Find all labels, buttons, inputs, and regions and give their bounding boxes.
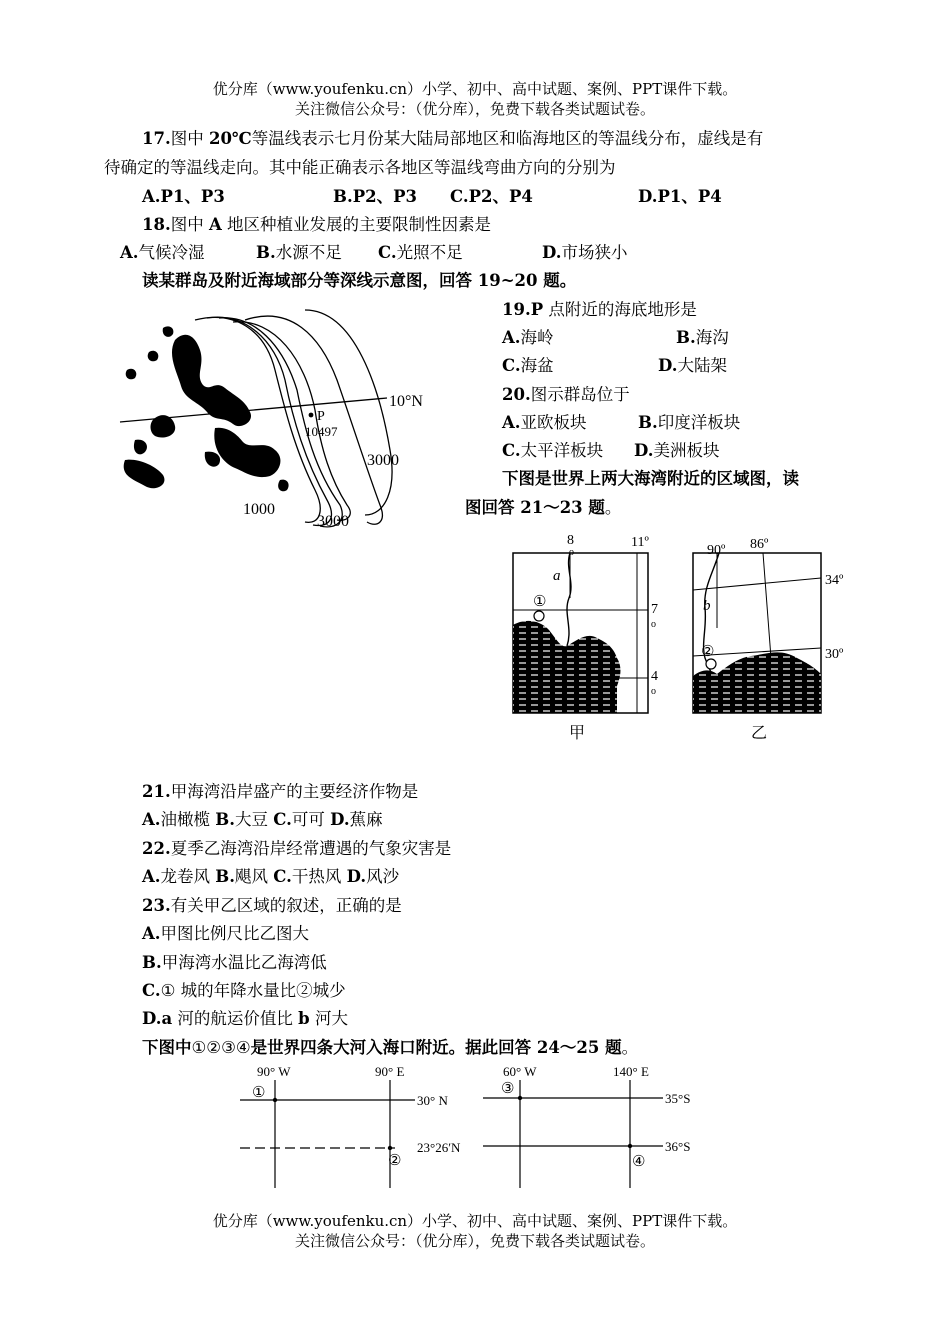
question-number: 21. [142, 782, 171, 801]
option-letter: D.a [142, 1009, 173, 1028]
lat-label: 7 [651, 602, 658, 617]
option-text: 甲海湾水温比乙海湾低 [161, 953, 327, 972]
point-1-label: ① [252, 1085, 266, 1101]
island [134, 440, 147, 455]
map-jia-sea [513, 621, 620, 713]
island [126, 369, 137, 380]
option-letter: B. [142, 953, 162, 972]
q20-option-a [502, 412, 587, 434]
lat-label: 34º [825, 573, 844, 588]
island [172, 335, 251, 426]
question-text: 点附近的海底地形是 [543, 300, 697, 319]
option-text: 水源不足 [275, 243, 342, 262]
option-letter: B. [215, 867, 235, 886]
lat-label: 4 [651, 669, 658, 684]
option-text: 飓风 [235, 867, 274, 886]
question-number: 17. [142, 129, 171, 148]
option-text: 市场狭小 [561, 243, 628, 262]
point-marker [628, 1144, 632, 1148]
footer-line-1: 优分库（www.youfenku.cn）小学、初中、高中试题、案例、PPT课件下载。 [212, 1212, 738, 1230]
q19-option-d [658, 355, 727, 377]
q22-options [142, 866, 399, 888]
point-marker [518, 1096, 522, 1100]
q19-option-a [502, 327, 554, 349]
q17-option-c: C.P2、P4 [450, 187, 533, 206]
option-text: 太平洋板块 [520, 441, 604, 460]
depth-label: 10497 [305, 424, 338, 439]
option-text: 干热风 [291, 867, 347, 886]
q23-option-d [142, 1008, 348, 1030]
lat-label-degree: o [651, 686, 656, 697]
contour-line [207, 317, 331, 525]
option-text: 气候冷湿 [138, 243, 205, 262]
header-line-2: 关注微信公众号：（优分库），免费下载各类试题试卷。 [294, 100, 655, 118]
option-letter: D. [346, 867, 367, 886]
question-text: 地区种植业发展的主要限制性因素是 [221, 215, 492, 234]
question-text-bold: 20℃ [208, 129, 252, 148]
question-23 [142, 895, 402, 917]
option-letter: A. [502, 413, 521, 432]
q17-option-d: D.P1、P4 [638, 187, 722, 206]
option-text: 大豆 [235, 810, 274, 829]
question-number: 18. [142, 215, 171, 234]
river-mouth-grids [235, 1060, 705, 1190]
q20-option-c [502, 440, 603, 462]
question-19 [502, 299, 697, 321]
question-number: 20. [502, 385, 531, 404]
option-letter: C. [273, 810, 292, 829]
point-2-label: ② [388, 1153, 402, 1169]
contour-line [233, 322, 350, 521]
intro-24-25 [142, 1037, 638, 1059]
question-text: 夏季乙海湾沿岸经常遭遇的气象灾害是 [170, 839, 452, 858]
island [205, 452, 220, 467]
option-text: 风沙 [366, 867, 400, 886]
option-text: 印度洋板块 [657, 413, 741, 432]
parallel-line [693, 578, 821, 590]
option-letter: B. [215, 810, 235, 829]
option-letter: D. [634, 441, 654, 460]
option-text: 油橄榄 [160, 810, 216, 829]
q18-option-c [378, 242, 463, 264]
meridian-line [763, 553, 771, 658]
lat-label: 23°26′N [417, 1140, 461, 1155]
option-letter: C. [142, 981, 161, 1000]
latitude-label: 10°N [389, 393, 423, 410]
q20-option-d [634, 440, 719, 462]
option-letter: B. [638, 413, 658, 432]
option-letter: A. [120, 243, 139, 262]
q18-option-d [542, 242, 627, 264]
lon-label: 60° W [503, 1064, 537, 1079]
intro-text-bold: 下图中 [142, 1038, 192, 1057]
option-letter: B. [256, 243, 276, 262]
river-a-label: a [553, 568, 561, 584]
gulf-maps [505, 528, 860, 750]
option-text: 可可 [291, 810, 331, 829]
contour-label-3000: 3000 [367, 452, 399, 469]
option-letter: C. [502, 441, 521, 460]
option-text: 甲图比例尺比乙图大 [160, 924, 310, 943]
option-text: 蕉麻 [349, 810, 383, 829]
question-21 [142, 781, 418, 803]
q17-option-a: A.P1、P3 [142, 187, 225, 206]
option-letter: A. [142, 867, 161, 886]
option-letter: D. [542, 243, 562, 262]
intro-text: ①②③④ [191, 1038, 251, 1057]
intro-19-20: 读某群岛及附近海域部分等深线示意图，回答 19~20 题。 [142, 271, 577, 290]
question-text: 图示群岛位于 [530, 385, 630, 404]
intro-text-bold: 图回答 21～23 题 [465, 498, 605, 517]
q18-option-b [256, 242, 342, 264]
option-letter: A. [142, 924, 161, 943]
city-2-marker [706, 659, 716, 669]
lon-label-degree: o [569, 547, 574, 558]
option-text: 海盆 [520, 356, 554, 375]
island [124, 460, 165, 489]
q20-option-b [638, 412, 740, 434]
question-number: 19.P [502, 300, 544, 319]
option-text: 光照不足 [396, 243, 463, 262]
question-text: 图中 [170, 129, 209, 148]
q23-option-c [142, 980, 346, 1002]
lon-label: 8 [567, 533, 574, 548]
lat-label-degree: o [651, 619, 656, 630]
option-text: 海岭 [520, 328, 554, 347]
option-text: 龙卷风 [160, 867, 216, 886]
point-p-label: P [317, 409, 325, 424]
option-text: 大陆架 [677, 356, 727, 375]
city-1-marker [534, 611, 544, 621]
q19-option-b [676, 327, 729, 349]
option-letter: C. [502, 356, 521, 375]
city-1-label: ① [533, 594, 547, 610]
option-letter: D. [330, 810, 350, 829]
option-letter: D. [658, 356, 678, 375]
intro-21-23-line-1: 下图是世界上两大海湾附近的区域图，读 [502, 469, 799, 488]
option-letter: B. [676, 328, 696, 347]
intro-text: 。 [621, 1038, 639, 1057]
option-text: 河大 [309, 1009, 348, 1028]
question-17-line-1 [142, 128, 763, 150]
question-text: 等温线表示七月份某大陆局部地区和临海地区的等温线分布，虚线是有 [251, 129, 764, 148]
lon-label: 11º [631, 535, 649, 550]
island [148, 351, 159, 362]
island [163, 326, 174, 336]
archipelago-depth-map [115, 300, 445, 535]
lat-label: 30° N [417, 1093, 448, 1108]
lat-label: 35°S [665, 1091, 691, 1106]
question-22 [142, 838, 451, 860]
option-text-bold: b [298, 1009, 310, 1028]
q23-option-a [142, 923, 309, 945]
question-text: 有关甲乙区域的叙述，正确的是 [170, 896, 402, 915]
lon-label: 140° E [613, 1064, 649, 1079]
contour-label-1000: 1000 [243, 501, 275, 518]
map-jia-caption: 甲 [569, 723, 586, 742]
question-17-line-2: 待确定的等温线走向。其中能正确表示各地区等温线弯曲方向的分别为 [104, 158, 616, 177]
question-text-bold: A [208, 215, 222, 234]
option-text: ① 城的年降水量比②城少 [160, 981, 346, 1000]
question-text: 图中 [170, 215, 209, 234]
lat-label: 30º [825, 647, 844, 662]
point-marker [273, 1098, 277, 1102]
option-text: 海沟 [695, 328, 729, 347]
option-letter: A. [142, 810, 161, 829]
contour-line [195, 317, 320, 522]
q19-option-c [502, 355, 554, 377]
point-3-label: ③ [501, 1081, 515, 1097]
lon-label: 90° W [257, 1064, 291, 1079]
q17-option-b: B.P2、P3 [333, 187, 417, 206]
intro-text: 。 [604, 498, 622, 517]
intro-21-23-line-2 [465, 497, 621, 519]
question-18 [142, 214, 491, 236]
footer-line-2: 关注微信公众号：（优分库），免费下载各类试题试卷。 [294, 1232, 655, 1250]
q18-option-a [120, 242, 205, 264]
point-4-label: ④ [632, 1154, 646, 1170]
point-p-marker [309, 413, 314, 418]
contour-label-3000-b: 3000 [317, 513, 349, 530]
intro-text-bold: 是世界四条大河入海口附近。据此回答 24～25 题 [250, 1038, 622, 1057]
option-text: 亚欧板块 [520, 413, 587, 432]
question-number: 22. [142, 839, 171, 858]
question-20 [502, 384, 630, 406]
lon-label: 86º [750, 537, 769, 552]
river-b-label: b [703, 598, 711, 614]
island [214, 428, 280, 477]
q23-option-b [142, 952, 327, 974]
point-marker [388, 1146, 392, 1150]
option-text: 美洲板块 [653, 441, 720, 460]
city-2-label: ② [701, 644, 715, 660]
option-letter: A. [502, 328, 521, 347]
q21-options [142, 809, 383, 831]
option-letter: C. [273, 867, 292, 886]
option-text: 河的航运价值比 [172, 1009, 299, 1028]
lat-label: 36°S [665, 1139, 691, 1154]
option-letter: C. [378, 243, 397, 262]
question-number: 23. [142, 896, 171, 915]
lon-label: 90° E [375, 1064, 405, 1079]
question-text: 甲海湾沿岸盛产的主要经济作物是 [170, 782, 419, 801]
header-line-1: 优分库（www.youfenku.cn）小学、初中、高中试题、案例、PPT课件下载。 [212, 80, 738, 98]
lon-label: 90º [707, 543, 726, 558]
island [278, 480, 288, 492]
map-yi-caption: 乙 [751, 723, 768, 742]
